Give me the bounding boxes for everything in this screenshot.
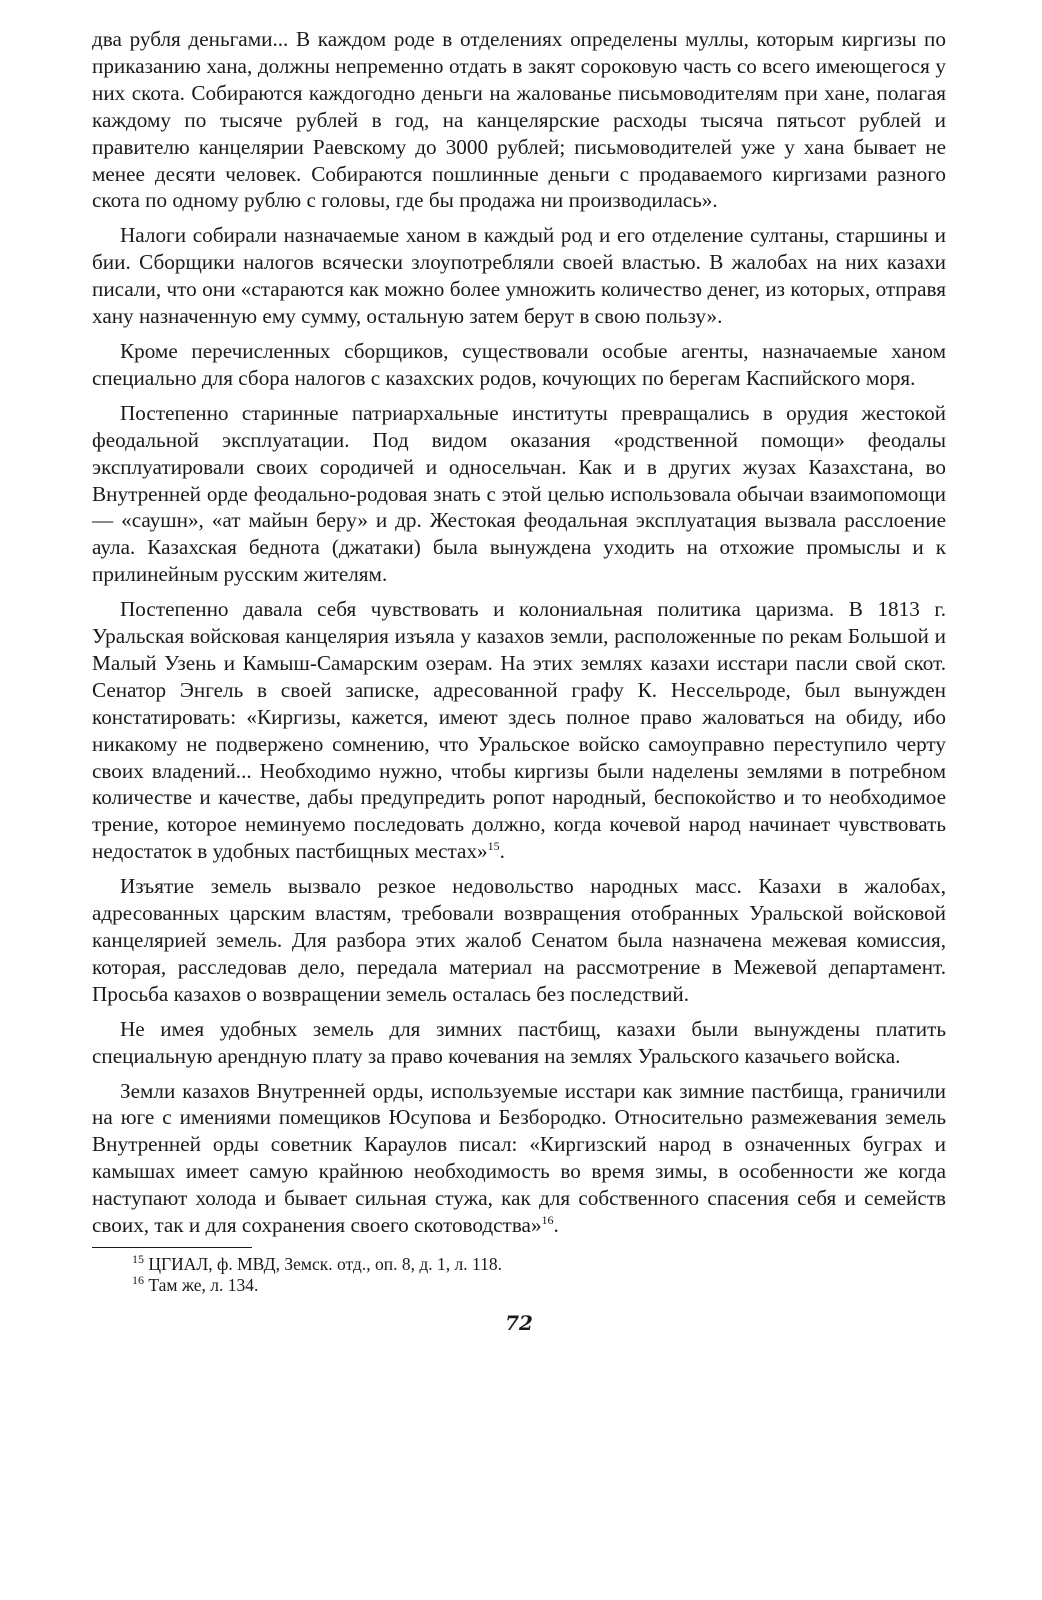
footnote-number: 15 bbox=[132, 1252, 144, 1267]
footnote-text: ЦГИАЛ, ф. МВД, Земск. отд., оп. 8, д. 1, л. 118. bbox=[148, 1253, 502, 1274]
paragraph-5: Постепенно давала себя чувствовать и колониальная политика царизма. В 1813 г. Уральская войсковая канцелярия изъяла у казахов земли, расположенные по рекам Большой и Малый Узень и Камыш-Самарским озерам. На этих землях казахи исстари пасли свой скот. Сенатор Энгель в своей записке, адресованной графу К. Нессельроде, был вынужден констатировать: «Киргизы, кажется, имеют здесь полное право жаловаться на обиду, ибо никакому не подвержено сомнению, что Уральское войско самоуправно переступило черту своих владений... Необходимо нужно, чтобы киргизы были наделены землями в потребном количестве и качестве, дабы предупредить ропот народный, беспокойство и то необходимое трение, которое неминуемо последовать должно, когда кочевой народ начинает чувствовать недостаток в удобных пастбищных местах»$^{15}$. bbox=[92, 597, 946, 864]
document-page bbox=[92, 26, 946, 1337]
footnotes bbox=[92, 1254, 946, 1296]
paragraph-3-text: Кроме перечисленных сборщиков, существовали особые агенты, назначаемые ханом специально для сбора налогов с казахских родов, кочующих по берегам Каспийского моря. bbox=[92, 338, 946, 390]
footnote-15 bbox=[92, 1254, 946, 1275]
paragraph-4 bbox=[92, 400, 946, 588]
footnote-divider bbox=[92, 1247, 252, 1248]
paragraph-6 bbox=[92, 873, 946, 1008]
paragraph-1 bbox=[92, 26, 946, 214]
footnote-number: 16 bbox=[132, 1273, 144, 1288]
paragraph-5-text: Постепенно давала себя чувствовать и колониальная политика царизма. В 1813 г. Уральская войсковая канцелярия изъяла у казахов земли, расположенные по рекам Большой и Малый Узень и Камыш-Самарским озерам. На этих землях казахи исстари пасли свой скот. Сенатор Энгель в своей записке, адресованной графу К. Нессельроде, был вынужден констатировать: «Киргизы, кажется, имеют здесь полное право жаловаться на обиду, ибо никакому не подвержено сомнению, что Уральское войско самоуправно переступило черту своих владений... Необходимо нужно, чтобы киргизы были наделены землями в потребном количестве и качестве, дабы предупредить ропот народный, беспокойство и то необходимое трение, которое неминуемо последовать должно, когда кочевой народ начинает чувствовать недостаток в удобных пастбищных местах» bbox=[92, 597, 946, 864]
paragraph-7-text: Не имея удобных земель для зимних пастбищ, казахи были вынуждены платить специальную арендную плату за право кочевания на землях Уральского казачьего войска. bbox=[92, 1016, 946, 1068]
paragraph-7 bbox=[92, 1016, 946, 1070]
paragraph-2-text: Налоги собирали назначаемые ханом в каждый род и его отделение султаны, старшины и бии. Сборщики налогов всячески злоупотребляли своей властью. В жалобах на них казахи писали, что они «стараются как можно более умножить количество денег, из которых, отправя хану назначенную ему сумму, остальную затем берут в свою пользу». bbox=[92, 223, 946, 329]
paragraph-3 bbox=[92, 338, 946, 392]
paragraph-6-text: Изъятие земель вызвало резкое недовольство народных масс. Казахи в жалобах, адресованных царским властям, требовали возвращения отобранных Уральской войсковой канцелярией земель. Для разбора этих жалоб Сенатом была назначена межевая комиссия, которая, расследовав дело, передала материал на рассмотрение в Межевой департамент. Просьба казахов о возвращении земель осталась без последствий. bbox=[92, 874, 946, 1006]
page-number: 72 bbox=[505, 1310, 533, 1335]
footnote-text: Там же, л. 134. bbox=[148, 1274, 259, 1295]
footnote-16 bbox=[92, 1275, 946, 1296]
paragraph-2 bbox=[92, 222, 946, 330]
paragraph-1-text: два рубля деньгами... В каждом роде в отделениях определены муллы, которым киргизы по приказанию хана, должны непременно отдать в закят сороковую часть со всего имеющегося у них скота. Собираются каждогодно деньги на жалованье письмоводителям при хане, полагая каждому по тысяче рублей в год, на канцелярские расходы тысяча пятьсот рублей и правителю канцелярии Раевскому до 3000 рублей; письмоводителей уже у хана бывает не менее десяти человек. Собираются пошлинные деньги с продаваемого киргизами разного скота по одному рублю с головы, где бы продажа ни производилась». bbox=[92, 27, 946, 213]
paragraph-8: Земли казахов Внутренней орды, используемые исстари как зимние пастбища, граничили на юге с имениями помещиков Юсупова и Безбородко. Относительно размежевания земель Внутренней орды советник Караулов писал: «Киргизский народ в означенных буграх и камышах имеет самую крайнюю необходимость во время зимы, в особенности же когда наступают холода и бывает сильная стужа, как для собственного спасения себя и семейств своих, так и для сохранения своего скотоводства»$^{16}$. bbox=[92, 1078, 946, 1238]
footnote-ref-15: 15 bbox=[487, 839, 500, 854]
paragraph-8-text: Земли казахов Внутренней орды, используемые исстари как зимние пастбища, граничили на юге с имениями помещиков Юсупова и Безбородко. Относительно размежевания земель Внутренней орды советник Караулов писал: «Киргизский народ в означенных буграх и камышах имеет самую крайнюю необходимость во время зимы, в особенности же когда наступают холода и бывает сильная стужа, как для собственного спасения себя и семейств своих, так и для сохранения своего скотоводства» bbox=[92, 1078, 946, 1238]
footnote-ref-16: 16 bbox=[541, 1213, 554, 1227]
paragraph-4-text: Постепенно старинные патриархальные институты превращались в орудия жестокой феодальной эксплуатации. Под видом оказания «родственной помощи» феодалы эксплуатировали своих сородичей и односельчан. Как и в других жузах Казахстана, во Внутренней орде феодально-родовая знать с этой целью использовала обычаи взаимопомощи — «саушн», «ат майын беру» и др. Жестокая феодальная эксплуатация вызвала расслоение аула. Казахская беднота (джатаки) была вынуждена уходить на отхожие промыслы и к прилинейным русским жителям. bbox=[92, 400, 946, 587]
